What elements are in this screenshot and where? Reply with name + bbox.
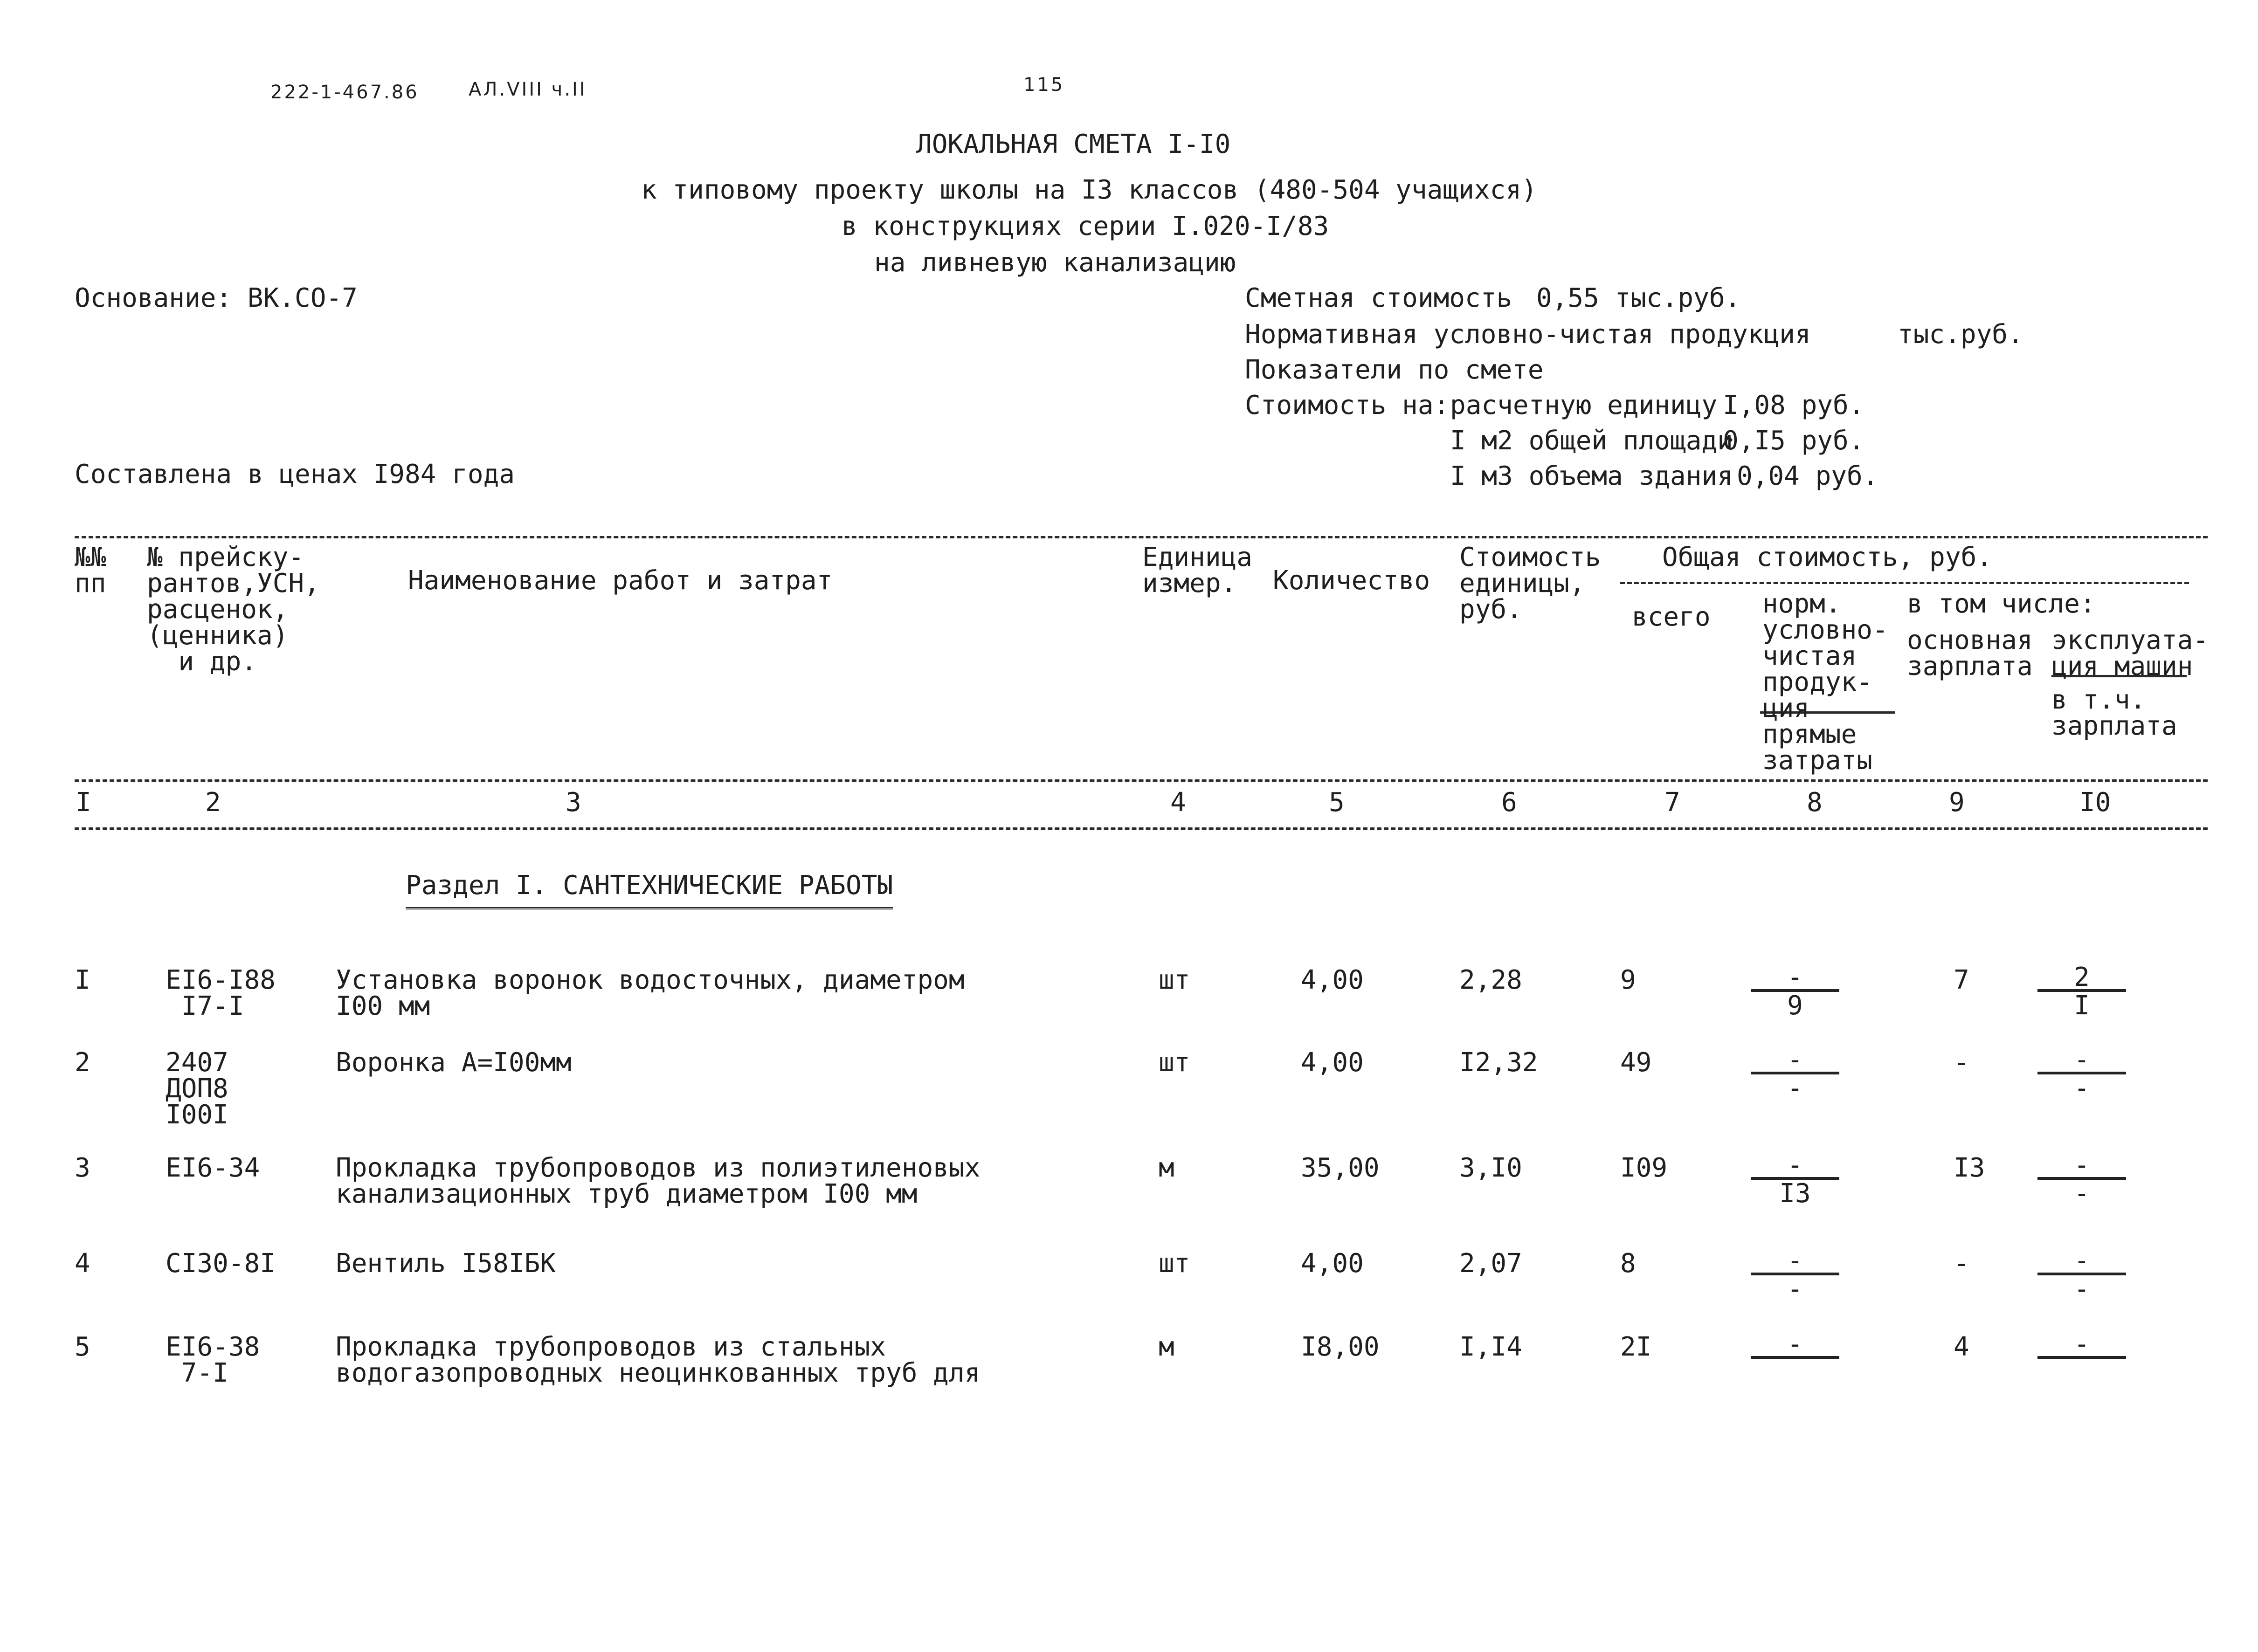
row-norm-bottom: 9 [1787,991,1803,1021]
document-code: 222-1-467.86 [270,82,419,103]
normative-unit: тыс.руб. [1898,319,2023,350]
column-number: 3 [566,787,581,818]
row-unit-cost: 2,28 [1459,965,1522,995]
row-machines-top: - [2037,1333,2126,1359]
section-title: Раздел I. САНТЕХНИЧЕСКИЕ РАБОТЫ [406,873,893,909]
row-salary: I3 [1954,1153,1985,1183]
row-norm-fraction [1751,1246,1839,1304]
row-total: 2I [1620,1332,1652,1362]
estimated-cost-value: 0,55 тыс.руб. [1536,283,1741,313]
row-machines-top: - [2037,1154,2126,1180]
row-norm-bottom: - [1787,1274,1803,1304]
row-norm-top: - [1751,966,1839,992]
header-total-group: Общая стоимость, руб. [1662,542,1993,572]
column-number: I [76,787,91,818]
header-incl: в том числе: [1907,589,2096,619]
row-norm-top: - [1751,1249,1839,1275]
column-number: 4 [1170,787,1186,818]
row-machines-bottom [2037,1359,2126,1387]
row-name: Установка воронок водосточных, диаметром I00 мм [336,965,965,1021]
header-name: Наименование работ и затрат [408,565,833,596]
row-machines-fraction [2037,1329,2126,1387]
row-machines-top: 2 [2037,966,2126,992]
estimated-cost-label: Сметная стоимость [1245,283,1512,313]
row-unit: шт [1159,965,1190,995]
row-machines-bottom: - [2074,1178,2090,1209]
column-number: 6 [1501,787,1517,818]
row-name: Воронка А=I00мм [336,1047,572,1078]
row-total: I09 [1620,1153,1668,1183]
row-num: 5 [75,1332,90,1362]
row-num: 3 [75,1153,90,1183]
row-norm-top: - [1751,1154,1839,1180]
row-code: EI6-38 7-I [166,1332,260,1388]
row-unit: м [1159,1153,1174,1183]
row-machines-fraction [2037,1150,2126,1209]
row-name: Прокладка трубопроводов из полиэтиленовых канализационных труб диаметром I00 мм [336,1153,981,1209]
per-m3-label: I м3 объема здания [1450,461,1733,491]
row-unit: шт [1159,1047,1190,1078]
row-num: 4 [75,1248,90,1279]
header-code: № прейску- рантов,УСН, расценок, (ценника) и др. [147,542,320,677]
header-salary: основная зарплата [1907,625,2033,681]
row-num: I [75,965,90,995]
row-salary: - [1954,1248,1969,1279]
row-code: EI6-34 [166,1153,260,1183]
construction-series: в конструкциях серии I.020-I/83 [842,211,1329,241]
row-norm-fraction [1751,1045,1839,1103]
row-total: 9 [1620,965,1636,995]
row-total: 49 [1620,1047,1652,1078]
row-norm-bottom [1751,1359,1839,1387]
row-machines-top: - [2037,1048,2126,1074]
page-number: 115 [1023,74,1065,96]
row-unit: м [1159,1332,1174,1362]
header-unit-cost: Стоимость единицы, руб. [1459,542,1601,625]
cost-on-label: Стоимость на: [1245,390,1450,420]
row-machines-bottom: - [2074,1274,2090,1304]
system-type: на ливневую канализацию [874,248,1236,278]
row-machines-bottom: - [2074,1073,2090,1103]
row-machines-bottom: I [2074,991,2090,1021]
row-machines-top: - [2037,1249,2126,1275]
column-number: 7 [1664,787,1680,818]
estimate-title: ЛОКАЛЬНАЯ СМЕТА I-I0 [916,129,1231,159]
row-qty: I8,00 [1301,1332,1380,1362]
row-code: EI6-I88 I7-I [166,965,276,1021]
row-machines-fraction [2037,1246,2126,1304]
column-number: 8 [1807,787,1823,818]
basis-label: Основание: ВК.СО-7 [75,283,358,313]
table-top-rule [75,536,2208,538]
row-num: 2 [75,1047,90,1078]
header-bottom-rule [75,779,2208,782]
header-unit: Единица измер. [1142,542,1253,599]
row-norm-top: - [1751,1048,1839,1074]
per-m3-value: 0,04 руб. [1737,461,1878,491]
row-salary: 4 [1954,1332,1969,1362]
row-code: 2407 ДОП8 I00I [166,1047,228,1130]
row-unit: шт [1159,1248,1190,1279]
row-salary: 7 [1954,965,1969,995]
column-number: 9 [1949,787,1965,818]
per-unit-value: I,08 руб. [1723,390,1864,420]
per-unit-label: расчетную единицу [1450,390,1718,420]
row-norm-top: - [1751,1333,1839,1359]
header-norm-direct: прямые затраты [1762,719,1873,776]
column-number: 5 [1329,787,1345,818]
row-norm-bottom: I3 [1779,1178,1811,1209]
header-qty: Количество [1273,565,1430,596]
per-m2-label: I м2 общей площади [1450,426,1733,456]
row-unit-cost: I2,32 [1459,1047,1538,1078]
column-number: I0 [2079,787,2111,818]
row-unit-cost: 3,I0 [1459,1153,1522,1183]
row-name: Вентиль I58IБК [336,1248,556,1279]
total-group-rule [1620,582,2189,584]
header-total: всего [1632,602,1711,632]
column-number: 2 [205,787,221,818]
indicators-label: Показатели по смете [1245,355,1544,385]
header-num: №№ пп [75,542,106,599]
column-numbers-rule [75,827,2208,830]
album-reference: АЛ.VIII ч.II [469,79,587,100]
header-norm: норм. условно- чистая продук- ция [1762,589,1888,723]
project-description: к типовому проекту школы на I3 классов (480-504 учащихся) [641,175,1537,205]
row-norm-fraction [1751,962,1839,1021]
row-unit-cost: 2,07 [1459,1248,1522,1279]
row-norm-fraction [1751,1150,1839,1209]
row-name: Прокладка трубопроводов из стальных водогазопроводных неоцинкованных труб для [336,1332,981,1388]
normative-label: Нормативная условно-чистая продукция [1245,319,1811,350]
row-norm-fraction [1751,1329,1839,1387]
row-qty: 4,00 [1301,1047,1364,1078]
row-qty: 4,00 [1301,1248,1364,1279]
header-machines-salary: в т.ч. зарплата [2051,685,2177,741]
row-salary: - [1954,1047,1969,1078]
prices-year: Составлена в ценах I984 года [75,459,515,489]
row-norm-bottom: - [1787,1073,1803,1103]
per-m2-value: 0,I5 руб. [1723,426,1864,456]
row-qty: 35,00 [1301,1153,1380,1183]
row-unit-cost: I,I4 [1459,1332,1522,1362]
row-code: CI30-8I [166,1248,276,1279]
row-machines-fraction [2037,962,2126,1021]
row-machines-fraction [2037,1045,2126,1103]
row-qty: 4,00 [1301,965,1364,995]
row-total: 8 [1620,1248,1636,1279]
header-machines: эксплуата- ция машин [2051,625,2209,681]
